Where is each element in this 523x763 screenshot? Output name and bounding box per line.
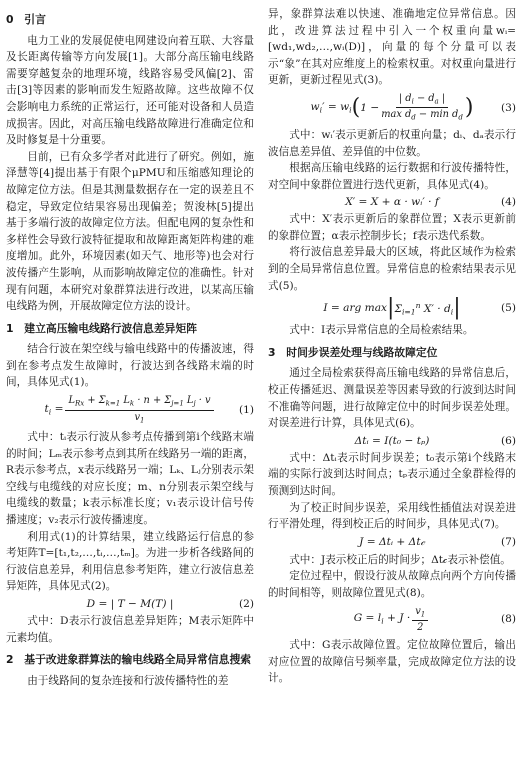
intro-paragraph-2: 目前，已有众多学者对此进行了研究。例如，施泽慧等[4]提出基于有限个μPMU和压缩感知理论的故障定位方法。但是其测量数据存在一定的误差且不稳定，导致定位结果容易出现偏差；贺浚林[5]提出基于多端行波的故障定位方法。但配电网的复杂性和多样性会导致行波特征提取和故障距离矩阵构建的难度增加。此外，环境因素(如天气、地形等)也会对行波传播产生影响，从而影响故障定位的准确性。针对现有问题，本研究对象群算法进行改进，以某高压输电线路为例，开展故障定位方法的设计。 — [6, 150, 254, 313]
equation-5-number: (5) — [500, 302, 516, 315]
section-1-paragraph-3: 利用式(1)的计算结果，建立线路运行信息的参考矩阵T=[t₁,t₂,…,tᵢ,…,tₘ]。为进一步析各线路间的行波信息差异，利用信息参考矩阵，建立行波信息差异矩阵，具体见式(2)。 — [6, 530, 254, 593]
section-1-heading: 1 建立高压输电线路行波信息差异矩阵 — [6, 321, 198, 335]
equation-7: J = Δtᵢ + Δt𝒸 (7) — [359, 535, 516, 549]
equation-3: $w_i' = w_i$ ( 1 − $\frac{| d_i - d_a |}{\max d_d - \min d_d}$ ) (3) — [310, 92, 516, 122]
equation-2-number: (2) — [238, 597, 254, 610]
section-1-paragraph-2: 式中：tᵢ表示行波从参考点传播到第i个线路末端的时间；Lₘ表示参考点到其所在线路另一端的距离，R表示参考点，x表示线路另一端；Lₖ、Lⱼ分别表示架空线与电缆线的对应长度；m、n分别表示架空线与电缆线的数量；k表示标准长度；v₁表示设计信号传播速度；v₂表示行波传播速度。 — [6, 431, 254, 526]
equation-4-number: (4) — [500, 196, 516, 209]
section-0-heading: 0 引言 — [6, 13, 46, 26]
equation-4: X′ = X + α · wᵢ′ · f (4) — [345, 196, 516, 209]
intro-paragraph-1: 电力工业的发展促使电网建设向着互联、大容量及长距离传输等方向发展[1]。大部分高压输电线路需要穿越复杂的地理环境，线路容易受风偏[2]、雷击[3]等因素的影响而发生短路故障。这些故障不仅会影响电力系统的正常运行，还可能对设备和人员造成损害。因此，对高压输电线路故障进行准确定位和及时修复是十分重要。 — [6, 34, 254, 147]
section-3-heading: 3 时间步误差处理与线路故障定位 — [268, 345, 438, 359]
left-column — [6, 6, 254, 689]
eq4-intro: 根据高压输电线路的运行数据和行波传播特性，对空间中象群位置进行迭代更新，具体见式(4)。 — [268, 162, 516, 191]
eq3-explanation: 式中：wᵢ′表示更新后的权重向量；dᵢ、dₐ表示行波信息差异值、差异值的中位数。 — [268, 128, 516, 158]
eq5-explanation: 式中：I表示异常信息的全局检索结果。 — [289, 324, 474, 337]
right-column — [268, 6, 516, 687]
eq4-explanation: 式中：X′表示更新后的象群位置；X表示更新前的象群位置；α表示控制步长；f表示迭代系数。 — [268, 213, 516, 242]
eq6-explanation: 式中：Δtᵢ表示时间步误差；t₀表示第i个线路末端的实际行波到达时间点；tₚ表示通过全象群检得的预测到达时间。 — [268, 451, 516, 497]
eq5-intro: 将行波信息差异最大的区域，将此区域作为检索到的全局异常信息位置。异常信息的检索结果表示见式(5)。 — [268, 246, 516, 292]
section-2-paragraph-1: 由于线路间的复杂连接和行波传播特性的差 — [27, 674, 229, 687]
equation-6-number: (6) — [500, 434, 516, 447]
eq7-explanation: 式中：J表示校正后的时间步；Δt𝒸表示补偿值。 — [289, 553, 511, 566]
eq8-intro: 定位过程中，假设行波从故障点向两个方向传播的时间相等，则故障位置见式(8)。 — [268, 570, 516, 599]
equation-8: $G = l_i + J$ · $\frac{v_1}{2}$ (8) — [353, 605, 516, 634]
equation-8-number: (8) — [500, 613, 516, 626]
equation-1: $t_i$ = $\frac{L_{Rx} + \Sigma_{k=1} L_k \cdot n + \Sigma_{j=1} L_j \cdot v}{v_1}$ (1) — [44, 395, 254, 424]
section-3-paragraph-1: 通过全局检索获得高压输电线路的异常信息后，校正传播延迟、测量误差等因素导致的行波到达时间不准确等问题，进行故障定位中的时间步误差处理。对误差进行计算，具体见式(6)。 — [268, 367, 516, 430]
equation-5: I = arg max | $\Sigma_{i=1}^n$ $X' \cdot d_i$ | (5) — [323, 295, 516, 321]
eq7-intro: 为了校正时间步误差，采用线性插值法对误差进行平滑处理，得到校正后的时间步，具体见式(7)。 — [268, 501, 516, 531]
equation-3-number: (3) — [500, 101, 516, 114]
section-2-heading: 2 基于改进象群算法的输电线路全局异常信息搜索 — [6, 653, 252, 667]
equation-7-number: (7) — [500, 536, 516, 549]
section-1-paragraph-1: 结合行波在架空线与输电线路中的传播波速，得到在参考点发生故障时，行波达到各线路末端的时间，具体见式(1)。 — [6, 343, 254, 389]
equation-1-number: (1) — [238, 404, 254, 417]
section-1-paragraph-4: 式中：D表示行波信息差异矩阵；M表示矩阵中元素均值。 — [6, 614, 254, 644]
continued-paragraph: 异，象群算法难以快速、准确地定位异常信息。因此，改进算法过程中引入一个权重向量wᵢ=[wd₁,wd₂,…,wᵢ(D)]，向量的每个分量可以表示“象”在其对应维度上的检索权重。对权重向量进行更新，更新过程见式(3)。 — [268, 8, 516, 87]
eq8-explanation: 式中：G表示故障位置。定位故障位置后，输出对应位置的故障信号频率量，完成故障定位方法的设计。 — [268, 639, 516, 685]
equation-2: D = | T − M(T) | (2) — [86, 597, 254, 610]
equation-6: Δtᵢ = I(t₀ − tₚ) (6) — [354, 434, 516, 447]
